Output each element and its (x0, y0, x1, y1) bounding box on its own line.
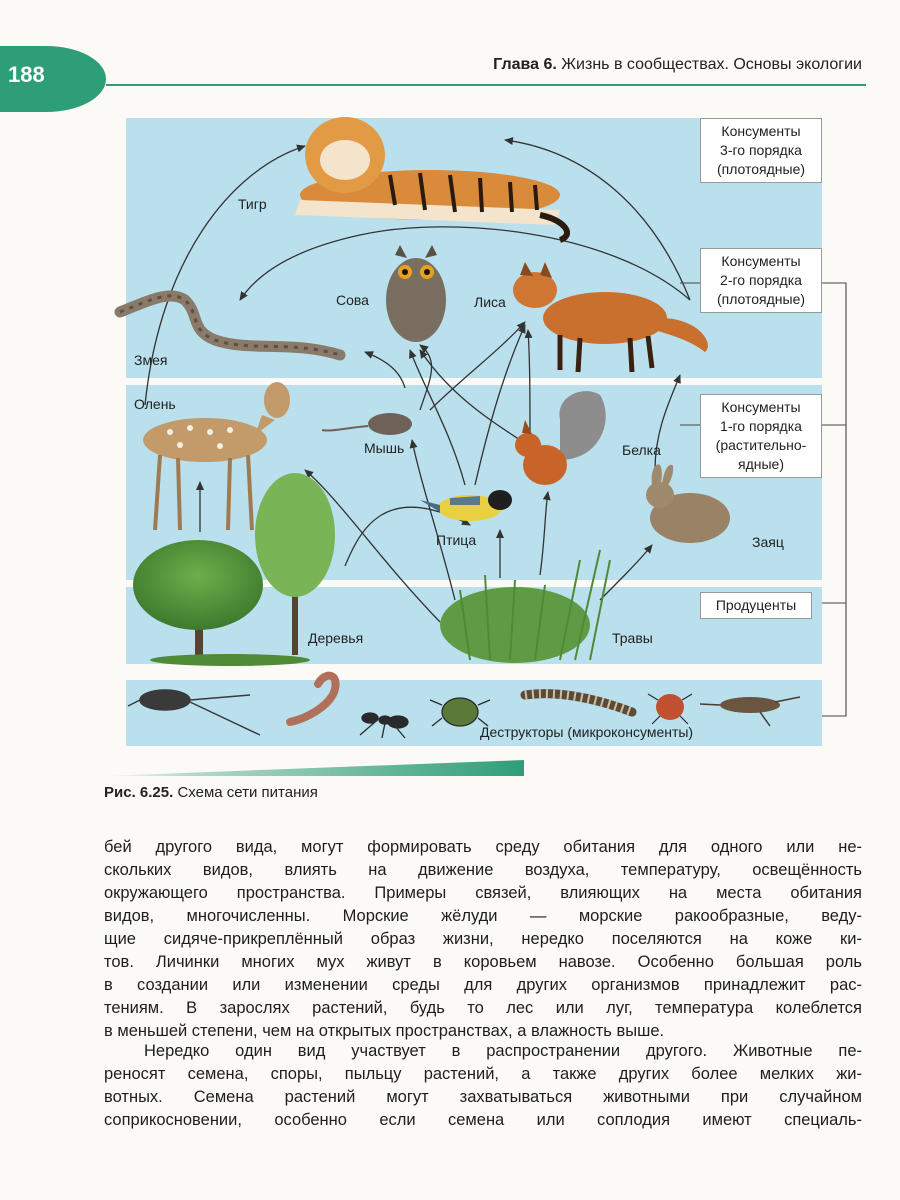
label-snake: Змея (134, 352, 168, 368)
level-consumers-1: Консументы 1-го порядка (растительно- ядные) (700, 394, 822, 478)
text-line: в меньшей степени, чем на открытых пространствах, а влажность выше. (104, 1022, 665, 1040)
paragraph-1 (104, 836, 862, 1043)
decomposers-band (126, 680, 822, 746)
label-owl: Сова (336, 292, 369, 308)
caption-text: Схема сети питания (177, 784, 318, 801)
level-consumers-2: Консументы 2-го порядка (плотоядные) (700, 248, 822, 313)
text-line: вотных. Семена растений могут захватываться животными при случайном (104, 1088, 862, 1106)
label-tiger: Тигр (238, 196, 267, 212)
label-bird: Птица (436, 532, 477, 548)
text-line: в создании или изменении среды для других организмов принадлежит рас- (104, 976, 862, 994)
text-line: Нередко один вид участвует в распространении другого. Животные пе- (144, 1042, 862, 1060)
text-line: реносят семена, споры, пыльцу растений, а также других более мелких жи- (104, 1065, 862, 1083)
band-separator (126, 580, 822, 587)
chapter-number: Глава 6. (493, 56, 557, 73)
page-number: 188 (8, 62, 45, 87)
label-decomposers: Деструкторы (микроконсументы) (480, 724, 694, 740)
label-fox: Лиса (474, 294, 506, 310)
text-line: соприкосновении, особенно если семена или соплодия имеют специаль- (104, 1111, 862, 1129)
text-line: тов. Личинки многих мух живут в коровьем навозе. Особенно большая роль (104, 953, 862, 971)
label-squirrel: Белка (622, 442, 661, 458)
running-header (493, 56, 862, 74)
text-line: бей другого вида, могут формировать среду обитания для одного или не- (104, 838, 862, 856)
label-deer: Олень (134, 396, 176, 412)
text-line: окружающего пространства. Примеры связей, влияющих на места обитания (104, 884, 862, 902)
label-grass: Травы (612, 630, 653, 646)
text-line: видов, многочисленны. Морские жёлуди — морские ракообразные, веду- (104, 907, 862, 925)
caption-number: Рис. 6.25. (104, 784, 174, 801)
label-hare: Заяц (752, 534, 784, 550)
chapter-title: Жизнь в сообществах. Основы экологии (561, 56, 862, 73)
figure-caption (104, 784, 318, 801)
level-producers: Продуценты (700, 592, 812, 619)
band-separator (126, 378, 822, 385)
paragraph-2 (104, 1040, 862, 1132)
caption-accent (104, 760, 524, 776)
text-line: скольких видов, влиять на движение воздуха, температуру, освещённость (104, 861, 862, 879)
label-trees: Деревья (308, 630, 364, 646)
header-rule (106, 84, 866, 86)
label-mouse: Мышь (364, 440, 405, 456)
text-line: тениям. В зарослях растений, будь то лес или луг, температура колеблется (104, 999, 862, 1017)
text-line: щие сидяче-прикреплённый образ жизни, нередко поселяются на коже ки- (104, 930, 862, 948)
level-consumers-3: Консументы 3-го порядка (плотоядные) (700, 118, 822, 183)
